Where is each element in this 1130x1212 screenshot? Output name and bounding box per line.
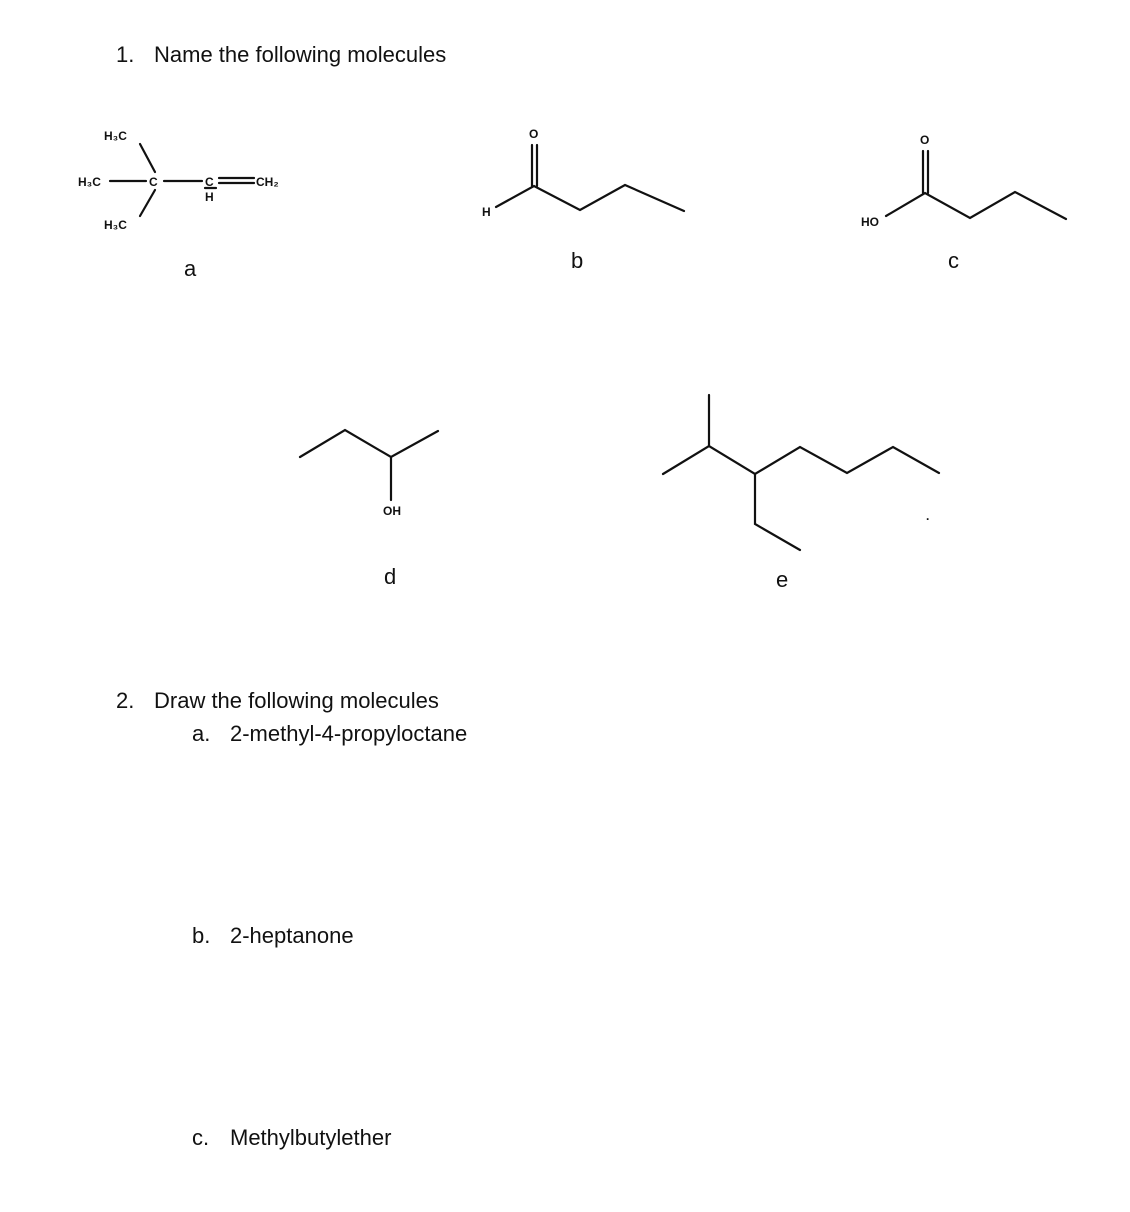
- question-2-item-text: 2-methyl-4-propyloctane: [230, 721, 468, 746]
- molecule-c-structure: [861, 133, 1066, 229]
- molecule-a-atom-h3c-bottom: H₃C: [104, 218, 127, 232]
- question-2-heading: [116, 688, 439, 714]
- question-2-item-a: [192, 721, 467, 747]
- molecule-a-atom-c-vinyl: C: [205, 175, 214, 189]
- molecule-c-atom-o: O: [920, 133, 930, 147]
- molecule-d-chain: [300, 430, 438, 457]
- question-2-text: Draw the following molecules: [154, 688, 439, 713]
- question-2-item-letter: a.: [192, 721, 211, 746]
- molecule-d-structure: [300, 430, 438, 518]
- molecule-e-branch: [755, 474, 800, 550]
- molecule-a-bond: [140, 190, 155, 216]
- question-2-item-letter: b.: [192, 923, 211, 948]
- molecule-e-label: e: [776, 567, 789, 592]
- molecule-c-chain: [886, 192, 1066, 219]
- molecule-a-atom-c-quaternary: C: [149, 175, 158, 189]
- molecule-e-main-chain: [663, 446, 939, 474]
- molecule-d-atom-oh: OH: [383, 504, 401, 518]
- molecule-e-dot: .: [926, 509, 930, 523]
- molecule-b-label: b: [571, 248, 584, 273]
- molecule-b-atom-h: H: [482, 205, 491, 219]
- molecule-c-label: c: [948, 248, 959, 273]
- question-2-item-letter: c.: [192, 1125, 210, 1150]
- molecule-b-structure: [482, 127, 684, 219]
- molecule-b-atom-o: O: [529, 127, 539, 141]
- question-2-item-c: [192, 1125, 391, 1151]
- molecule-d-label: d: [384, 564, 397, 589]
- molecule-a-label: a: [184, 256, 197, 281]
- question-1-number: 1.: [116, 42, 135, 67]
- molecule-a-structure: [78, 129, 279, 232]
- molecule-a-atom-h3c-top: H₃C: [104, 129, 127, 143]
- molecule-a-atom-h: H: [205, 190, 214, 204]
- molecule-a-atom-h3c-left: H₃C: [78, 175, 101, 189]
- question-2-item-text: 2-heptanone: [230, 923, 354, 948]
- molecule-b-chain: [496, 185, 684, 211]
- question-2-item-text: Methylbutylether: [230, 1125, 392, 1150]
- question-1-text: Name the following molecules: [154, 42, 447, 67]
- molecule-a-bond: [140, 144, 155, 172]
- question-2-number: 2.: [116, 688, 135, 713]
- question-2-item-b: [192, 923, 354, 949]
- molecule-e-structure: [663, 395, 939, 550]
- molecule-a-atom-ch2: CH₂: [256, 175, 279, 189]
- molecule-c-atom-ho: HO: [861, 215, 879, 229]
